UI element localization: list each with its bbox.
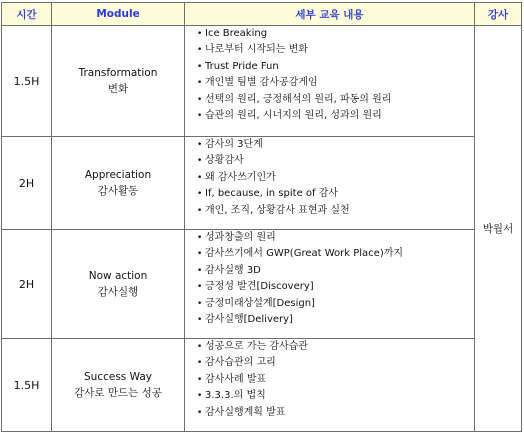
module-cell bbox=[52, 26, 185, 137]
list-item: • 선택의 원리, 긍정해석의 원리, 파동의 원리 bbox=[197, 92, 474, 108]
header-module: Module bbox=[52, 3, 185, 26]
header-row bbox=[2, 3, 522, 26]
list-item: • 감사습관의 고리 bbox=[197, 355, 474, 371]
module-korean: 감사활동 bbox=[97, 185, 139, 197]
list-item: • 개인별 팀별 감사공감게임 bbox=[197, 75, 474, 91]
list-item: • 긍정성 발견[Discovery] bbox=[197, 279, 474, 295]
list-item: • 3.3.3.의 법칙 bbox=[197, 388, 474, 404]
header-instructor: 강사 bbox=[475, 3, 522, 26]
list-item: • 감사쓰기에서 GWP(Great Work Place)까지 bbox=[197, 246, 474, 262]
table-row bbox=[2, 230, 522, 339]
header-details: 세부 교육 내용 bbox=[185, 3, 475, 26]
instructor-cell: 박월서 bbox=[475, 26, 522, 432]
list-item: • If, because, in spite of 감사 bbox=[197, 186, 474, 202]
list-item: • 감사실행 3D bbox=[197, 263, 474, 279]
list-item: • Ice Breaking bbox=[197, 26, 474, 42]
list-item: • 성과창출의 원리 bbox=[197, 230, 474, 246]
module-cell bbox=[52, 137, 185, 230]
details-cell bbox=[185, 230, 475, 339]
module-name: Transformation bbox=[78, 67, 158, 79]
module-korean: 변화 bbox=[107, 83, 129, 95]
details-list bbox=[185, 137, 474, 219]
module-korean: 감사실행 bbox=[97, 286, 139, 298]
list-item: • 감사실행계획 발표 bbox=[197, 405, 474, 421]
list-item: • 나로부터 시작되는 변화 bbox=[197, 42, 474, 58]
module-cell bbox=[52, 230, 185, 339]
time-cell: 2H bbox=[2, 137, 52, 230]
time-cell: 2H bbox=[2, 230, 52, 339]
list-item: • 상황감사 bbox=[197, 153, 474, 169]
list-item: • 왜 감사쓰기인가 bbox=[197, 170, 474, 186]
table-row bbox=[2, 26, 522, 137]
list-item: • 습관의 원리, 시너지의 원리, 성과의 원리 bbox=[197, 108, 474, 124]
list-item: • 긍정미래상설계[Design] bbox=[197, 296, 474, 312]
list-item: • 성공으로 가는 감사습관 bbox=[197, 339, 474, 355]
module-korean: 감사로 만드는 성공 bbox=[74, 387, 162, 399]
details-cell bbox=[185, 339, 475, 432]
time-cell: 1.5H bbox=[2, 339, 52, 432]
curriculum-table bbox=[1, 2, 522, 432]
list-item: • 감사실행[Delivery] bbox=[197, 312, 474, 328]
module-name: Appreciation bbox=[84, 169, 152, 181]
details-list bbox=[185, 26, 474, 124]
list-item: • 감사사례 발표 bbox=[197, 372, 474, 388]
module-cell bbox=[52, 339, 185, 432]
details-cell bbox=[185, 26, 475, 137]
list-item: • Trust Pride Fun bbox=[197, 59, 474, 75]
list-item: • 감사의 3단계 bbox=[197, 137, 474, 153]
table-row bbox=[2, 339, 522, 432]
module-name: Success Way bbox=[84, 371, 152, 383]
module-name: Now action bbox=[88, 270, 148, 282]
details-list bbox=[185, 230, 474, 328]
header-time: 시간 bbox=[2, 3, 52, 26]
table-row bbox=[2, 137, 522, 230]
time-cell: 1.5H bbox=[2, 26, 52, 137]
details-list bbox=[185, 339, 474, 421]
list-item: • 개인, 조직, 상황감사 표현과 실천 bbox=[197, 203, 474, 219]
details-cell bbox=[185, 137, 475, 230]
